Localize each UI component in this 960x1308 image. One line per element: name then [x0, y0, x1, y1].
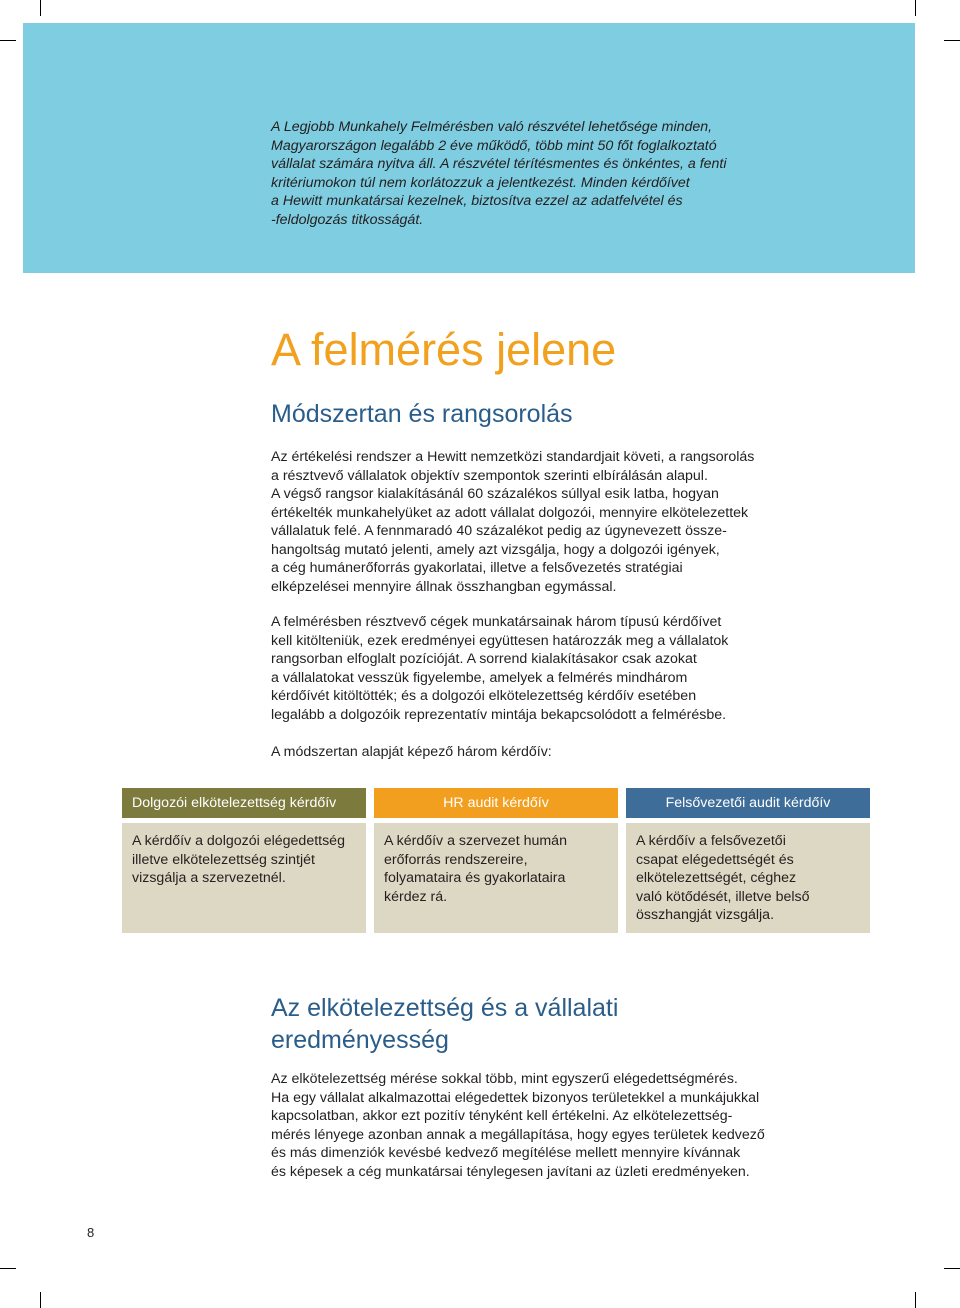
text-line: értékelték munkahelyüket az adott vállalat dolgozói, mennyire elkötelezettek [271, 504, 749, 521]
crop-mark [915, 0, 916, 16]
text-line: Az elkötelezettség mérése sokkal több, mint egyszerű elégedettségmérés. [271, 1071, 738, 1087]
intro-line: A Legjobb Munkahely Felmérésben való részvétel lehetősége minden, [271, 119, 713, 135]
text-line: elképzelései mennyire állnak összhangban egymással. [271, 578, 617, 595]
text-line: való kötődését, illetve belső [636, 888, 810, 905]
questionnaire-body-engagement [122, 823, 366, 933]
intro-line: kritériumokon túl nem korlátozzuk a jelentkezést. Minden kérdőívet [271, 174, 690, 191]
text-line: hangoltság mutató jelenti, amely azt vizsgálja, hogy a dolgozói igények, [271, 541, 720, 558]
text-line: mérés lényege azonban annak a megállapítása, hogy egyes területek kedvező [271, 1126, 765, 1143]
text-line: vizsgálja a szervezetnél. [132, 870, 286, 886]
crop-mark [0, 1268, 16, 1269]
crop-mark [915, 1292, 916, 1308]
intro-line: Magyarországon legalább 2 éve működő, több mint 50 főt foglalkoztató [271, 137, 717, 154]
text-line: csapat elégedettségét és [636, 851, 794, 868]
crop-mark [0, 40, 16, 41]
section2-title [271, 992, 791, 1056]
questionnaire-intro: A módszertan alapját képező három kérdőív: [271, 744, 552, 760]
engagement-paragraph [271, 1070, 831, 1181]
text-line: Az értékelési rendszer a Hewitt nemzetközi standardjait követi, a rangsorolás [271, 449, 755, 465]
intro-line: vállalat számára nyitva áll. A részvétel térítésmentes és önkéntes, a fenti [271, 156, 727, 173]
text-line: folyamataira és gyakorlataira [384, 870, 566, 886]
text-line: A felmérésben résztvevő cégek munkatársainak három típusú kérdőívet [271, 614, 722, 630]
text-line: összhangját vizsgálja. [636, 907, 775, 923]
title-line: Az elkötelezettség és a vállalati [271, 994, 619, 1022]
participation-paragraph [271, 613, 831, 724]
text-line: kérdőívét kitöltötték; és a dolgozói elkötelezettség kérdőív esetében [271, 688, 697, 704]
text-line: A kérdőív a szervezet humán [384, 833, 567, 849]
text-line: kapcsolatban, akkor ezt pozitív tényként kell értékelni. Az elkötelezettség- [271, 1108, 733, 1124]
text-line: legalább a dolgozóik reprezentatív mintája bekapcsolódott a felmérésbe. [271, 706, 727, 723]
questionnaire-body-executive-audit [626, 823, 870, 933]
text-line: a vállalatokat vesszük figyelembe, amelyek a felmérés mindhárom [271, 669, 688, 686]
text-line: A végső rangsor kialakításánál 60 százalékos súllyal esik latba, hogyan [271, 486, 719, 502]
title-line: eredményesség [271, 1026, 449, 1054]
text-line: a résztvevő vállalatok objektív szempontok szerinti elbírálásán alapul. [271, 467, 708, 484]
crop-mark [40, 0, 41, 16]
text-line: vállalatuk felé. A fennmaradó 40 százalékot pedig az úgynevezett össze- [271, 523, 727, 539]
questionnaire-title-hr-audit: HR audit kérdőív [374, 788, 618, 818]
text-line: és más dimenziók kevésbé kedvező megítélése mellett mennyire kívánnak [271, 1145, 741, 1161]
text-line: a cég humánerőforrás gyakorlatai, illetve a felsővezetés stratégiai [271, 560, 683, 576]
section-subtitle: Módszertan és rangsorolás [271, 400, 573, 428]
text-line: és képesek a cég munkatársai ténylegesen javítani az üzleti eredményeken. [271, 1163, 750, 1180]
intro-text [271, 118, 791, 230]
text-line: A kérdőív a felsővezetői [636, 833, 786, 849]
crop-mark [944, 1268, 960, 1269]
text-line: A kérdőív a dolgozói elégedettség [132, 833, 345, 849]
text-line: erőforrás rendszereire, [384, 851, 528, 868]
page-number: 8 [87, 1225, 95, 1240]
text-line: rangsorban elfoglalt pozícióját. A sorrend kialakításakor csak azokat [271, 651, 697, 667]
crop-mark [40, 1292, 41, 1308]
intro-line: -feldolgozás titkosságát. [271, 211, 424, 228]
crop-mark [944, 40, 960, 41]
questionnaire-body-hr-audit [374, 823, 618, 933]
questionnaire-title-executive-audit: Felsővezetői audit kérdőív [626, 788, 870, 818]
intro-line: a Hewitt munkatársai kezelnek, biztosítva ezzel az adatfelvétel és [271, 193, 683, 210]
questionnaire-title-engagement: Dolgozói elkötelezettség kérdőív [122, 788, 366, 818]
text-line: Ha egy vállalat alkalmazottai elégedettek bizonyos területekkel a munkájukkal [271, 1089, 760, 1106]
text-line: elkötelezettségét, céghez [636, 870, 797, 886]
text-line: illetve elkötelezettség szintjét [132, 851, 315, 868]
text-line: kell kitölteniük, ezek eredményei együttesen határozzák meg a vállalatok [271, 632, 729, 649]
section-title: A felmérés jelene [271, 324, 617, 375]
text-line: kérdez rá. [384, 888, 448, 905]
methodology-paragraph [271, 448, 831, 596]
